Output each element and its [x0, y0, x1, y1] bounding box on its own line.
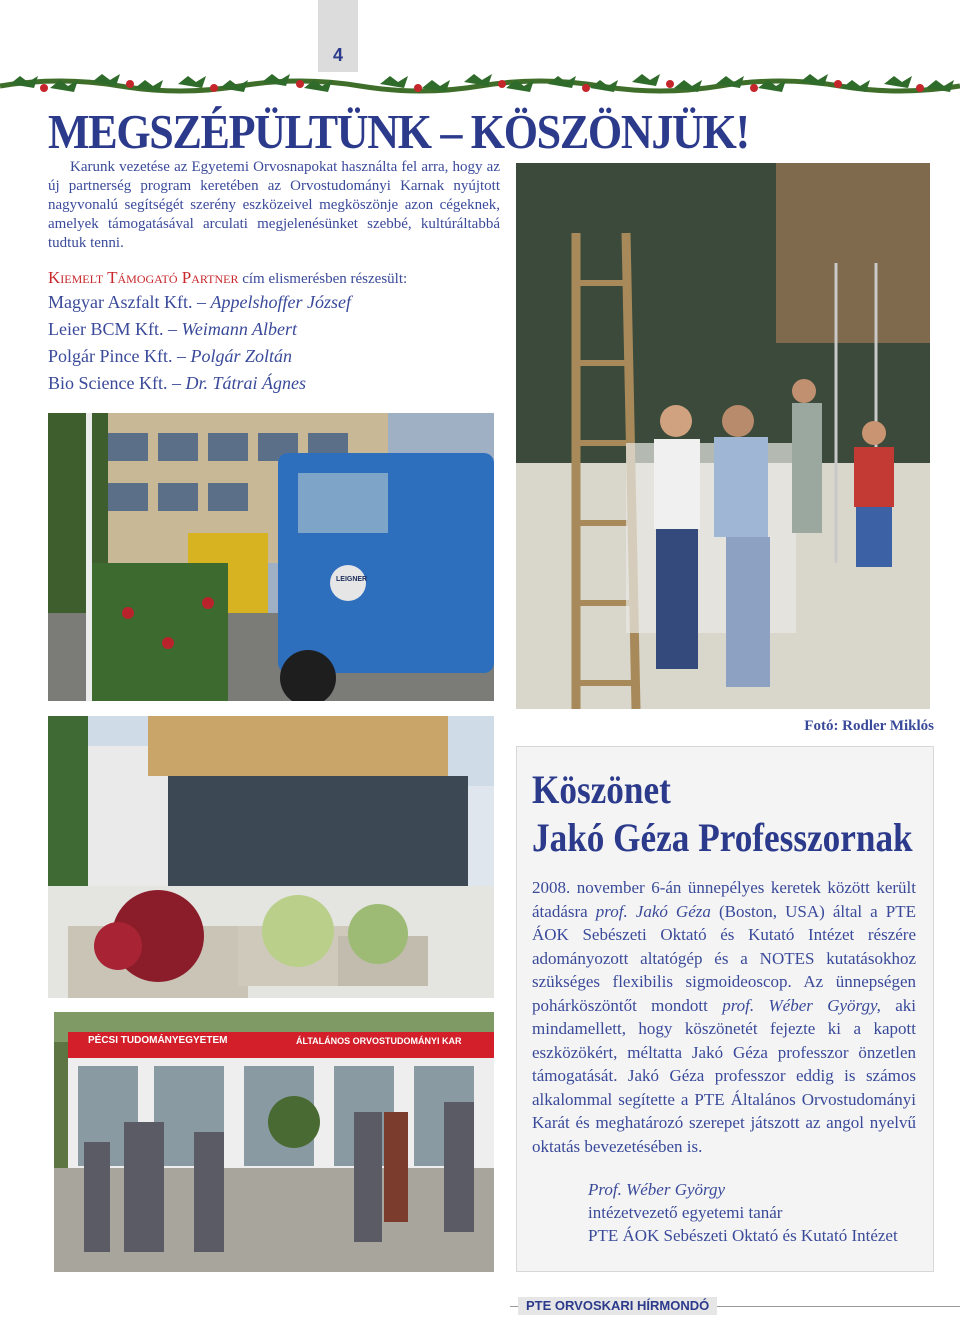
footer-publication-name: PTE ORVOSKARI HÍRMONDÓ — [518, 1297, 717, 1315]
article-title-line2: Jakó Géza Professzornak — [532, 815, 913, 860]
article-text: aki mindamellett, hogy köszönetét fejezte ki a kapott eszközökért, méltatta Jakó Géza professzor önzetlen támogatását. Jakó Géza professzor eddig is számos alkalommal segítette a PTE Általános Orvostudományi Karát és meghatározó szerepet játszott az angol nyelvű oktatás bevezetésében is. — [532, 995, 916, 1156]
partner-person: Dr. Tátrai Ágnes — [185, 373, 306, 393]
partner-person: Polgár Zoltán — [190, 346, 292, 366]
article-italic-name: prof. Wéber György, — [722, 995, 881, 1015]
article-title-line1: Köszönet — [532, 767, 671, 812]
article-text: (Boston, USA) által a PTE ÁOK Sebészeti Oktató és Kutató Intézet részére adományozott altatógép és a NOTES kutatásokhoz szükséges flexibilis sigmoideoscop. Az ünnepségen pohárköszöntőt mondott — [532, 901, 916, 1015]
photo-blue-truck — [48, 413, 494, 701]
partner-item — [48, 292, 508, 313]
photo-university-entrance — [54, 1012, 494, 1272]
partner-item — [48, 373, 508, 394]
signature-title: intézetvezető egyetemi tanár — [588, 1203, 783, 1222]
holly-garland-decoration — [0, 70, 960, 102]
intro-text: Karunk vezetése az Egyetemi Orvosnapokat használta fel arra, hogy az új partnerség program keretében az Orvostudományi Karnak nyújtott nagyvonalú segítségét szerény eszközeivel megköszönje azon cégeknek, amelyek támogatásával arculati megjelenésünket szebbé, kultúráltabbá tudtuk tenni. — [48, 159, 500, 251]
intro-paragraph — [48, 158, 500, 253]
article-body — [532, 876, 916, 1158]
partner-item — [48, 346, 508, 367]
signature-institute: PTE ÁOK Sebészeti Oktató és Kutató Intézet — [588, 1226, 898, 1245]
partner-heading-highlight: Kiemelt Támogató Partner — [48, 268, 239, 287]
partner-company: Leier BCM Kft. – — [48, 319, 177, 339]
article-text: 2008. november 6-án ünnepélyes keretek között került átadásra — [532, 878, 916, 921]
partner-person: Appelshoffer József — [210, 292, 351, 312]
truck-badge-text: LEIGNER — [336, 576, 368, 583]
article-italic-name: prof. Jakó Géza — [595, 901, 711, 921]
partner-heading-rest: cím elismerésben részesült: — [238, 271, 408, 287]
photo-building-flowers — [48, 716, 494, 998]
signature-name: Prof. Wéber György — [588, 1180, 726, 1199]
partner-item — [48, 319, 508, 340]
page-headline: MEGSZÉPÜLTÜNK – KÖSZÖNJÜK! — [48, 104, 749, 159]
photo-credit: Fotó: Rodler Miklós — [804, 718, 934, 734]
photo-workers-glass — [516, 163, 930, 709]
page-number: 4 — [318, 0, 358, 72]
partner-company: Magyar Aszfalt Kft. – — [48, 292, 206, 312]
partner-person: Weimann Albert — [181, 319, 297, 339]
partner-company: Bio Science Kft. – — [48, 373, 181, 393]
sign-faculty: ÁLTALÁNOS ORVOSTUDOMÁNYI KAR — [296, 1036, 462, 1046]
partner-company: Polgár Pince Kft. – — [48, 346, 186, 366]
sign-university: PÉCSI TUDOMÁNYEGYETEM — [88, 1035, 228, 1046]
partner-heading — [48, 268, 508, 288]
